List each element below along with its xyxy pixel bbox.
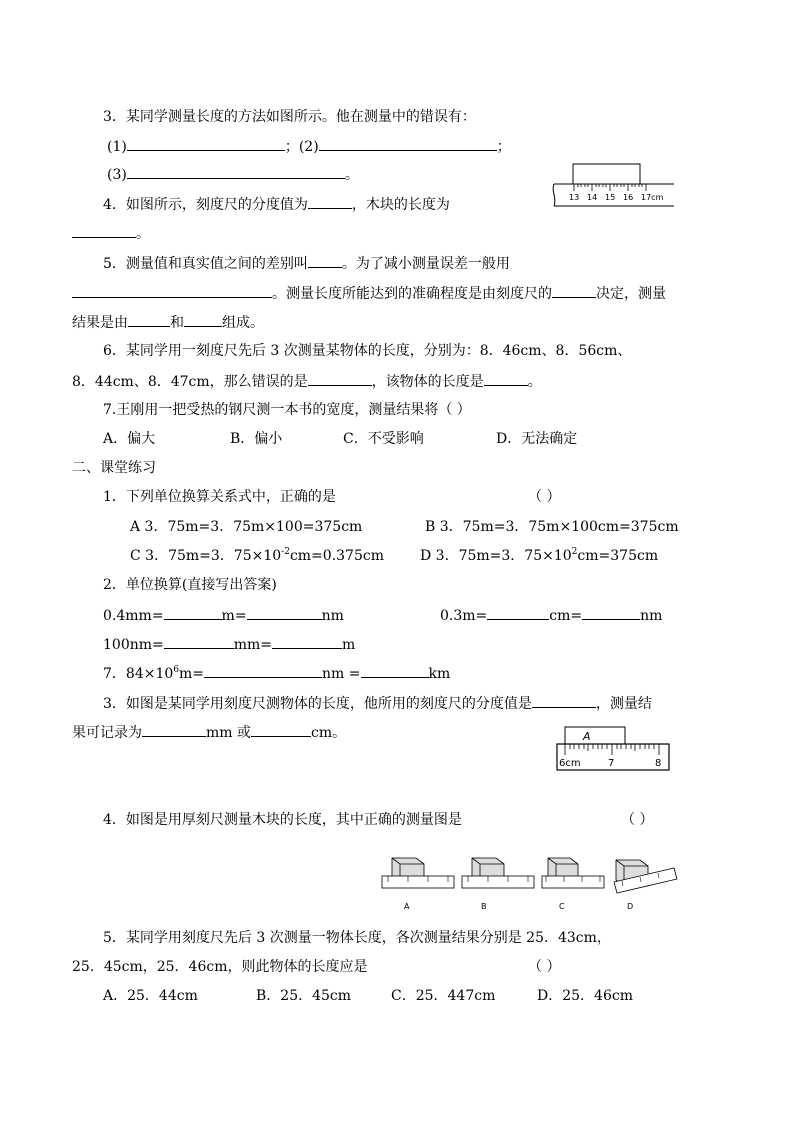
q4-line-1: [103, 195, 450, 214]
e2-blank-5[interactable]: [164, 635, 234, 649]
e4-figure-d: [614, 860, 677, 911]
q5-text-c: 。测量长度所能达到的准确程度是由刻度尺的: [272, 286, 552, 302]
q7-option-b[interactable]: B．偏小: [230, 431, 283, 447]
e5-line-2: 25．45cm，25．46cm，则此物体的长度应是: [72, 959, 368, 975]
q5-line-1: [103, 254, 510, 273]
e3-ruler-label: 6cm: [559, 758, 581, 769]
e2-blank-4[interactable]: [582, 606, 640, 620]
q3-blank-1[interactable]: [127, 137, 285, 151]
e4-fig-label: D: [627, 902, 634, 911]
q6-text-c: 。: [527, 374, 542, 390]
q4-ruler-label: 15: [605, 193, 616, 202]
e2-r1c: nm: [321, 608, 344, 624]
e4-figure-b: [462, 858, 534, 911]
q5-blank-3[interactable]: [552, 284, 596, 298]
e2-r3d: km: [428, 666, 451, 682]
e1-option-b[interactable]: B 3．75m=3．75m×100cm=375cm: [425, 519, 679, 535]
e4-figures: [378, 852, 683, 916]
e3-blank-3[interactable]: [251, 723, 311, 737]
e1-text: 1．下列单位换算关系式中，正确的是: [103, 489, 336, 505]
q5-text-b: 。为了减小测量误差一般用: [341, 256, 510, 272]
q5-blank-4[interactable]: [128, 313, 170, 327]
e1-option-c-pre: C 3．75m=3．75×10: [130, 548, 282, 564]
q4-ruler-label: 17cm: [641, 193, 664, 202]
e2-r1d: 0.3m=: [440, 608, 488, 624]
e4-text: 4．如图是用厚刻尺测量木块的长度，其中正确的测量图是: [103, 812, 462, 828]
e3-blank-1[interactable]: [532, 694, 596, 708]
e2-blank-8[interactable]: [361, 664, 429, 678]
q3-end-2: ；: [496, 139, 511, 155]
e3-text-e: cm。: [311, 725, 347, 741]
q4-text-1: 4．如图所示，刻度尺的分度值为: [103, 197, 308, 213]
e1-option-d[interactable]: [420, 547, 658, 567]
q4-blank-1[interactable]: [308, 195, 352, 209]
e1-option-a[interactable]: A 3．75m=3．75m×100=375cm: [130, 519, 363, 535]
e2-r3exp: 6: [173, 665, 180, 675]
q3-answer-line-3: [107, 165, 359, 184]
q7-text: 7.王刚用一把受热的钢尺测一本书的宽度，测量结果将（ ）: [103, 402, 471, 418]
e4-figure-a: [382, 858, 454, 911]
e5-answer-paren[interactable]: （ ）: [528, 959, 561, 975]
q4-line-2: [72, 224, 150, 243]
q5-text-a: 5．测量值和真实值之间的差别叫: [103, 256, 308, 272]
e3-ruler-figure: [555, 724, 673, 774]
e3-text-a: 3．如图是某同学用刻度尺测物体的长度，他所用的刻度尺的分度值是: [103, 696, 532, 712]
q6-blank-2[interactable]: [484, 372, 528, 386]
q5-text-e: 结果是由: [72, 315, 128, 331]
e3-ruler-label: 8: [655, 758, 662, 769]
e4-fig-label: A: [404, 902, 410, 911]
q4-end: 。: [136, 226, 150, 242]
q5-blank-2[interactable]: [72, 284, 272, 298]
q7-option-d[interactable]: D．无法确定: [496, 431, 578, 447]
q5-blank-5[interactable]: [184, 313, 222, 327]
q5-line-3: [72, 313, 264, 332]
e1-option-d-pre: D 3．75m=3．75×10: [420, 548, 572, 564]
e2-blank-2[interactable]: [247, 606, 322, 620]
e4-figure-c: [542, 858, 604, 911]
e3-line-2: [72, 723, 346, 742]
e2-blank-1[interactable]: [164, 606, 222, 620]
q4-ruler-figure: [548, 158, 678, 214]
q3-end-3: 。: [344, 167, 359, 183]
e2-r1f: nm: [640, 608, 663, 624]
e1-option-c[interactable]: [130, 547, 384, 567]
e4-fig-label: B: [481, 902, 487, 911]
e3-text-c: 果可记录为: [72, 725, 142, 741]
e2-r1a: 0.4mm=: [103, 608, 164, 624]
e2-blank-7[interactable]: [204, 664, 322, 678]
q5-line-2: [72, 284, 666, 303]
q4-text-2: ，木块的长度为: [351, 197, 450, 213]
q3-label-1: (1): [107, 139, 127, 155]
e2-r3b: m=: [179, 666, 205, 682]
e1-option-c-exp: -2: [281, 547, 290, 557]
e2-blank-3[interactable]: [487, 606, 549, 620]
e2-r3a: 7．84×10: [103, 666, 174, 682]
e5-line-1: 5．某同学用刻度尺先后 3 次测量一物体长度，各次测量结果分别是 25．43cm，: [103, 930, 611, 946]
e3-line-1: [103, 694, 652, 713]
e1-option-d-exp: 2: [571, 547, 578, 557]
e2-r3c: nm =: [322, 666, 361, 682]
e2-row-1: [103, 606, 344, 625]
q3-answer-line-1: [107, 137, 511, 156]
e2-r1b: m=: [221, 608, 247, 624]
e2-blank-6[interactable]: [272, 635, 342, 649]
e2-r2b: mm=: [233, 637, 273, 653]
e4-fig-label: C: [559, 902, 565, 911]
q6-text-b: ，该物体的长度是: [371, 374, 484, 390]
e5-option-b[interactable]: B．25．45cm: [256, 988, 352, 1004]
q3-blank-2[interactable]: [319, 137, 497, 151]
e3-ruler-label: 7: [608, 758, 615, 769]
q5-text-f: 和: [170, 315, 184, 331]
q7-option-a[interactable]: A．偏大: [103, 431, 156, 447]
q3-blank-3[interactable]: [127, 165, 345, 179]
e1-option-d-post: cm=375cm: [577, 548, 659, 564]
q6-line-1: 6．某同学用一刻度尺先后 3 次测量某物体的长度，分别为：8．46cm、8．56cm、: [103, 343, 632, 359]
q4-blank-2[interactable]: [72, 224, 136, 238]
q6-text-a: 8．44cm、8．47cm，那么错误的是: [72, 374, 308, 390]
q3-label-2: ；(2): [284, 139, 319, 155]
e3-blank-2[interactable]: [142, 723, 206, 737]
q5-text-g: 组成。: [222, 315, 264, 331]
e2-row-2: [103, 635, 355, 654]
q7-option-c[interactable]: C．不受影响: [343, 431, 424, 447]
e3-block-label: A: [583, 730, 591, 743]
e1-answer-paren[interactable]: （ ）: [528, 489, 561, 505]
e1-option-c-post: cm=0.375cm: [289, 548, 384, 564]
q4-ruler-label: 14: [587, 193, 598, 202]
e5-option-d[interactable]: D．25．46cm: [537, 988, 633, 1004]
q6-line-2: [72, 372, 542, 391]
q5-blank-1[interactable]: [308, 254, 342, 268]
e2-r1e: cm=: [549, 608, 583, 624]
e4-answer-paren[interactable]: （ ）: [621, 812, 654, 828]
e5-option-c[interactable]: C．25．447cm: [391, 988, 496, 1004]
e3-text-b: ，测量结: [595, 696, 652, 712]
q4-ruler-label: 13: [569, 193, 580, 202]
q6-blank-1[interactable]: [308, 372, 372, 386]
q4-ruler-label: 16: [623, 193, 634, 202]
e2-row-1b: [440, 606, 662, 625]
e2-row-3: [103, 664, 450, 685]
q3-text: 3．某同学测量长度的方法如图所示。他在测量中的错误有：: [103, 109, 476, 125]
q3-label-3: (3): [107, 167, 127, 183]
e2-title: 2．单位换算(直接写出答案): [103, 577, 277, 593]
section-title: 二、课堂练习: [72, 460, 156, 476]
e2-r2a: 100nm=: [103, 637, 164, 653]
e5-option-a[interactable]: A．25．44cm: [103, 988, 198, 1004]
e3-text-d: mm 或: [206, 725, 252, 741]
q5-text-d: 决定，测量: [596, 286, 666, 302]
e2-r2c: m: [342, 637, 356, 653]
